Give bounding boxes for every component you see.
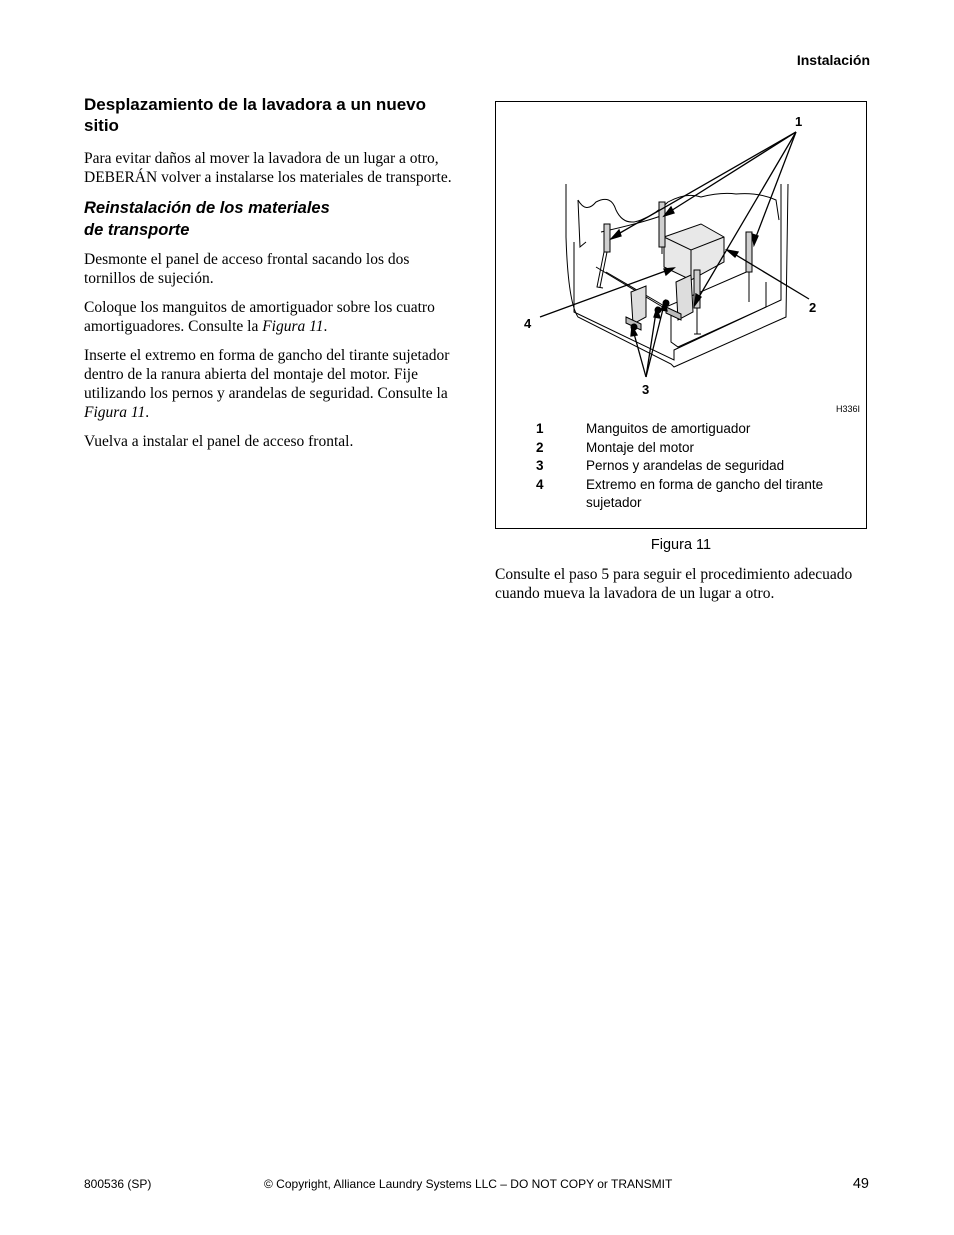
step-remove-panel: Desmonte el panel de acceso frontal sacando los dos tornillos de sujeción.: [84, 251, 410, 287]
cabinet-cut-edge: [578, 193, 779, 222]
subheading-line-2: de transporte: [84, 221, 190, 239]
intro-paragraph: Para evitar daños al mover la lavadora de un lugar a otro, DEBERÁN volver a instalarse los materiales de transporte.: [84, 150, 452, 186]
left-column: [84, 94, 456, 461]
moving-note-paragraph: Consulte el paso 5 para seguir el procedimiento adecuado cuando mueva la lavadora de un lugar a otro.: [495, 566, 853, 602]
page-number: 49: [852, 1176, 869, 1192]
step-insert-hook-end: .: [145, 404, 150, 421]
callout-4: 4: [524, 316, 532, 331]
right-column: [495, 565, 875, 613]
legend-item: [534, 457, 854, 475]
legend-number: 2: [536, 439, 544, 455]
legend-text: Pernos y arandelas de seguridad: [586, 458, 785, 473]
figure-legend: [534, 420, 854, 512]
legend-number: 3: [536, 458, 544, 473]
figure-reference-link[interactable]: Figura 11: [84, 404, 146, 421]
callout-3: 3: [642, 382, 650, 397]
step-insert-hook: [84, 346, 456, 422]
section-title: Instalación: [796, 52, 870, 68]
figure-11: [495, 101, 867, 529]
step-insert-hook-text: Inserte el extremo en forma de gancho del tirante sujetador dentro de la ranura abierta del montaje del motor. Fije utilizando los pernos y arandelas de seguridad. Consulte la: [84, 347, 450, 402]
legend-text: Extremo en forma de gancho del tirante sujetador: [586, 476, 824, 510]
callout-2: 2: [809, 300, 817, 315]
callout-1: 1: [795, 114, 803, 129]
step-place-sleeves-text: Coloque los manguitos de amortiguador sobre los cuatro amortiguadores. Consulte la: [84, 299, 435, 335]
shock-absorber-right: [746, 232, 752, 302]
subheading-line-1: Reinstalación de los materiales: [84, 199, 330, 217]
legend-item: [534, 476, 854, 512]
step-place-sleeves-end: .: [323, 318, 328, 335]
step-reinstall-panel: Vuelva a instalar el panel de acceso frontal.: [84, 433, 354, 450]
legend-number: 4: [536, 476, 544, 492]
subheading: [84, 197, 456, 241]
step-place-sleeves: [84, 298, 456, 336]
footer-doc-number: 800536 (SP): [84, 1177, 152, 1191]
footer-copyright: © Copyright, Alliance Laundry Systems LLC – DO NOT COPY or TRANSMIT: [264, 1177, 673, 1191]
legend-text: Montaje del motor: [586, 439, 695, 455]
section-heading: Desplazamiento de la lavadora a un nuevo sitio: [84, 95, 426, 135]
figure-caption: Figura 11: [650, 537, 712, 553]
washer-suspension-illustration: [496, 102, 868, 402]
figure-reference-link[interactable]: Figura 11: [262, 318, 324, 335]
legend-text: Manguitos de amortiguador: [586, 421, 751, 436]
legend-item: [534, 420, 854, 438]
legend-item: [534, 439, 854, 457]
legend-number: 1: [536, 421, 544, 436]
figure-code: H336I: [836, 404, 861, 414]
shock-absorber-left: [597, 224, 610, 288]
